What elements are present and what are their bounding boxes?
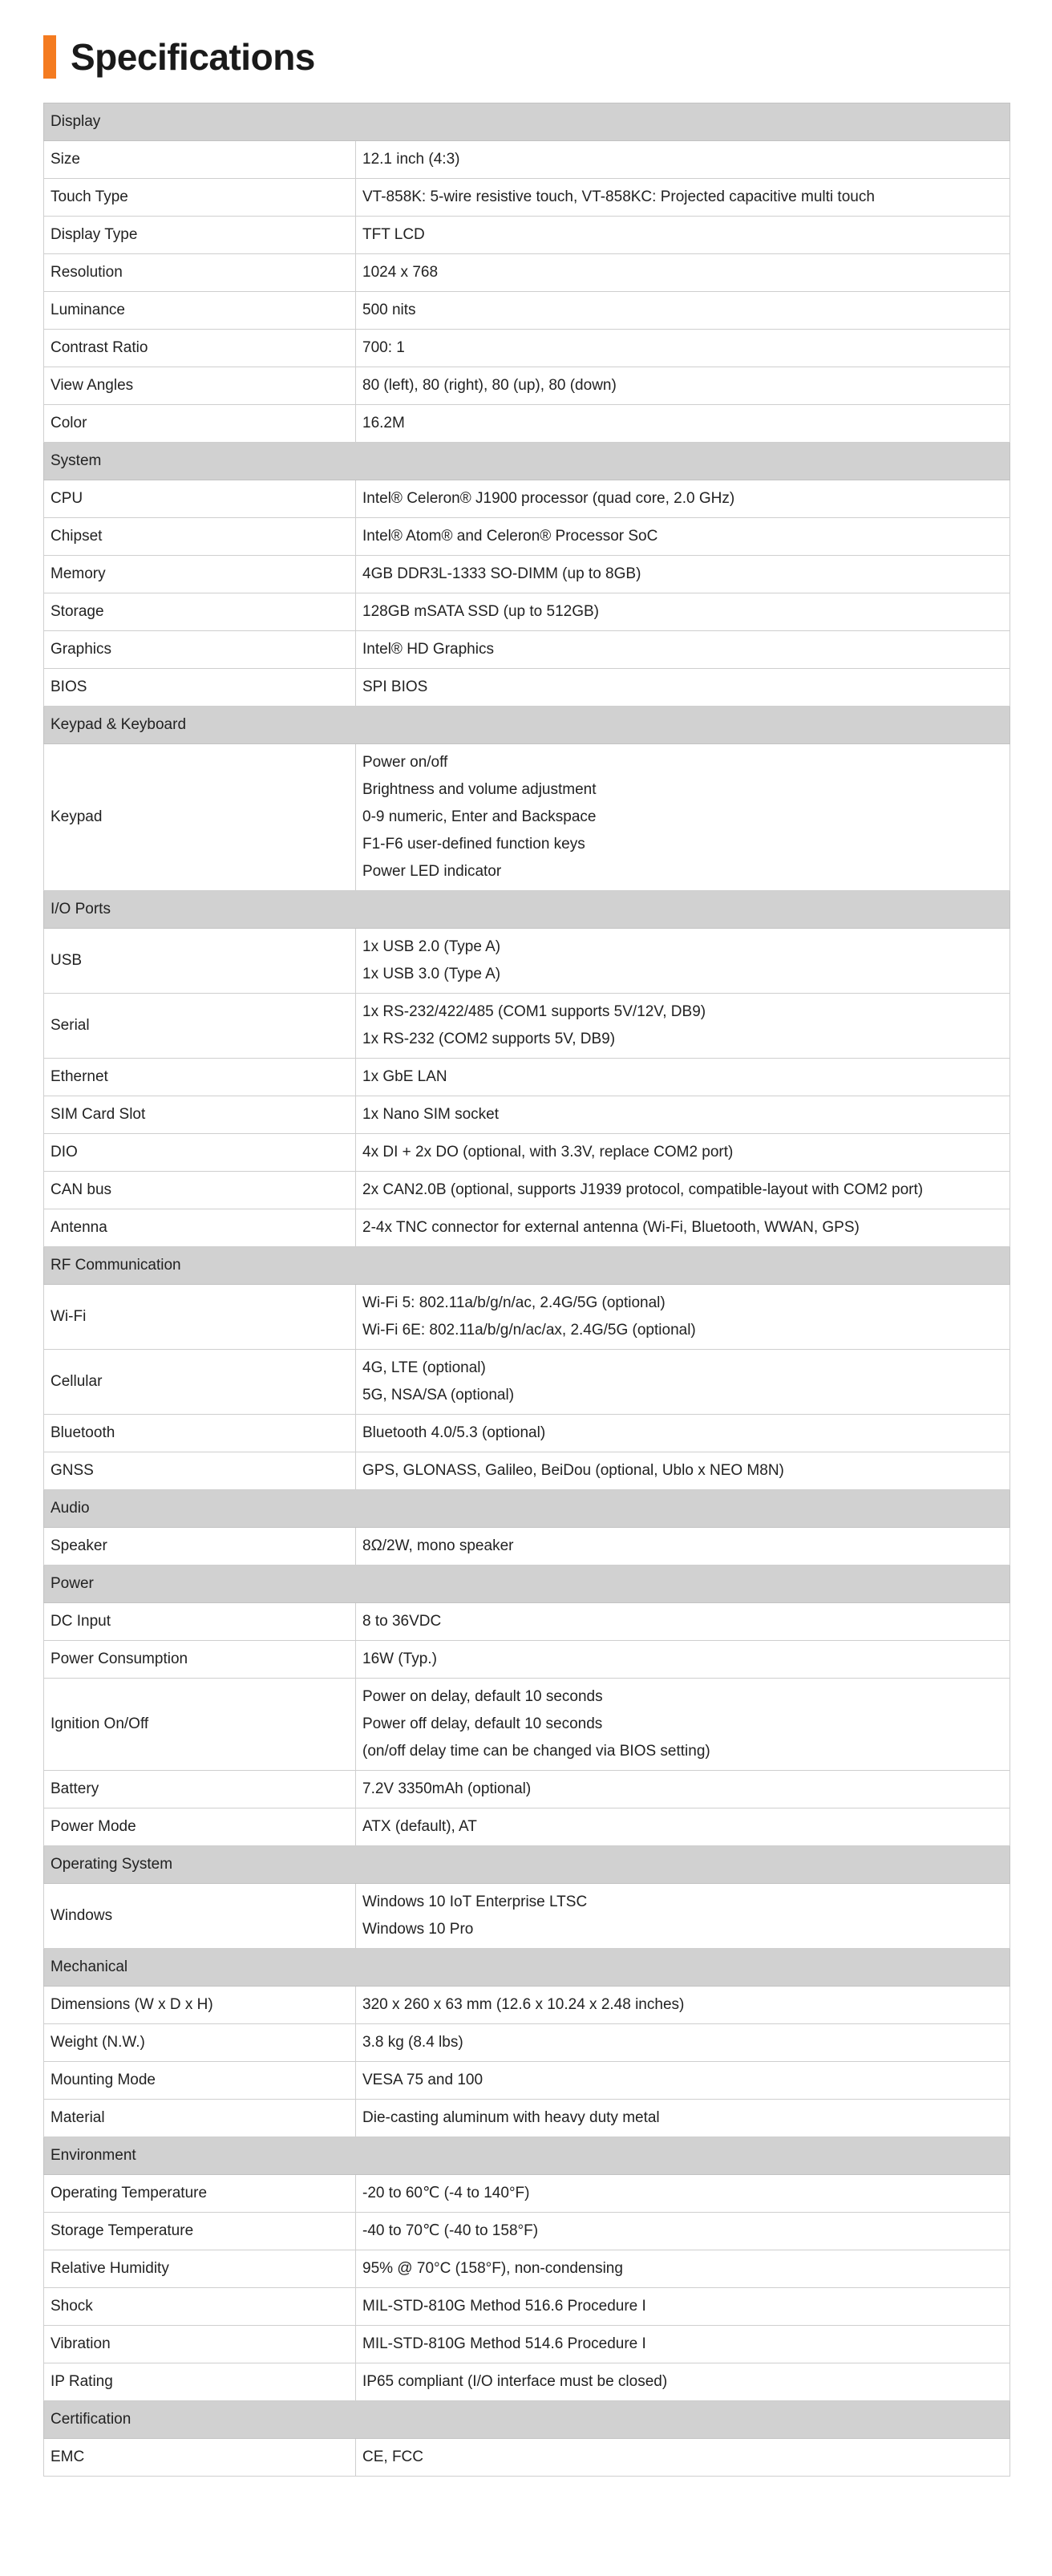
spec-row bbox=[44, 2024, 1010, 2062]
spec-row bbox=[44, 1987, 1010, 2024]
section-title: Environment bbox=[44, 2137, 1010, 2175]
spec-value-line: 1x USB 3.0 (Type A) bbox=[362, 966, 501, 982]
spec-value bbox=[356, 367, 1010, 405]
spec-label: Ethernet bbox=[44, 1059, 356, 1096]
spec-row bbox=[44, 1096, 1010, 1134]
spec-label: Power Consumption bbox=[44, 1641, 356, 1679]
spec-label: Vibration bbox=[44, 2326, 356, 2363]
accent-bar bbox=[43, 35, 56, 79]
section-title: System bbox=[44, 443, 1010, 480]
spec-value-line: CE, FCC bbox=[362, 2448, 423, 2465]
spec-value bbox=[356, 217, 1010, 254]
spec-row bbox=[44, 1172, 1010, 1209]
spec-value bbox=[356, 1452, 1010, 1490]
spec-value-line: Intel® HD Graphics bbox=[362, 641, 494, 658]
spec-value bbox=[356, 1415, 1010, 1452]
spec-value-line: 4G, LTE (optional) bbox=[362, 1359, 486, 1376]
spec-row bbox=[44, 2250, 1010, 2288]
spec-value-line: 500 nits bbox=[362, 302, 416, 318]
spec-value bbox=[356, 1209, 1010, 1247]
spec-label: Keypad bbox=[44, 744, 356, 891]
spec-row bbox=[44, 2175, 1010, 2213]
section-title: Mechanical bbox=[44, 1949, 1010, 1987]
spec-row bbox=[44, 556, 1010, 593]
spec-label: Mounting Mode bbox=[44, 2062, 356, 2100]
spec-value-line: Power off delay, default 10 seconds bbox=[362, 1715, 603, 1732]
spec-label: Cellular bbox=[44, 1350, 356, 1415]
spec-label: Dimensions (W x D x H) bbox=[44, 1987, 356, 2024]
page-heading bbox=[43, 35, 315, 79]
spec-value-line: -40 to 70℃ (-40 to 158°F) bbox=[362, 2222, 539, 2239]
section-header-i-o-ports bbox=[44, 891, 1010, 929]
section-title: Audio bbox=[44, 1490, 1010, 1528]
spec-value-line: MIL-STD-810G Method 516.6 Procedure I bbox=[362, 2298, 646, 2315]
section-title: Certification bbox=[44, 2401, 1010, 2439]
spec-row bbox=[44, 1452, 1010, 1490]
section-header-keypad-keyboard bbox=[44, 707, 1010, 744]
spec-value-line: Wi-Fi 5: 802.11a/b/g/n/ac, 2.4G/5G (optional) bbox=[362, 1294, 666, 1311]
spec-value-line: 4GB DDR3L-1333 SO-DIMM (up to 8GB) bbox=[362, 565, 641, 582]
spec-value bbox=[356, 556, 1010, 593]
section-title: Operating System bbox=[44, 1846, 1010, 1884]
spec-label: SIM Card Slot bbox=[44, 1096, 356, 1134]
spec-label: Speaker bbox=[44, 1528, 356, 1565]
section-title: Keypad & Keyboard bbox=[44, 707, 1010, 744]
spec-label: DIO bbox=[44, 1134, 356, 1172]
spec-row bbox=[44, 367, 1010, 405]
spec-value-line: Bluetooth 4.0/5.3 (optional) bbox=[362, 1424, 546, 1441]
spec-label: CAN bus bbox=[44, 1172, 356, 1209]
spec-value-line: Intel® Celeron® J1900 processor (quad core, 2.0 GHz) bbox=[362, 490, 735, 507]
section-title: I/O Ports bbox=[44, 891, 1010, 929]
spec-label: USB bbox=[44, 929, 356, 994]
spec-value bbox=[356, 1603, 1010, 1641]
spec-row bbox=[44, 480, 1010, 518]
spec-value-line: 1x GbE LAN bbox=[362, 1068, 447, 1085]
spec-value bbox=[356, 1679, 1010, 1771]
spec-row bbox=[44, 1679, 1010, 1771]
spec-row bbox=[44, 1285, 1010, 1350]
spec-value bbox=[356, 929, 1010, 994]
spec-label: CPU bbox=[44, 480, 356, 518]
spec-label: Material bbox=[44, 2100, 356, 2137]
spec-value bbox=[356, 1528, 1010, 1565]
spec-table bbox=[43, 103, 1010, 2477]
spec-value-line: 8Ω/2W, mono speaker bbox=[362, 1537, 514, 1554]
spec-value bbox=[356, 1172, 1010, 1209]
spec-value-line: Die-casting aluminum with heavy duty metal bbox=[362, 2109, 660, 2126]
spec-value bbox=[356, 2100, 1010, 2137]
spec-value bbox=[356, 2062, 1010, 2100]
spec-value-line: 16W (Typ.) bbox=[362, 1651, 437, 1667]
spec-label: Contrast Ratio bbox=[44, 330, 356, 367]
spec-row bbox=[44, 593, 1010, 631]
section-header-mechanical bbox=[44, 1949, 1010, 1987]
spec-value-line: (on/off delay time can be changed via BIOS setting) bbox=[362, 1743, 710, 1760]
section-header-operating-system bbox=[44, 1846, 1010, 1884]
spec-label: Wi-Fi bbox=[44, 1285, 356, 1350]
spec-row bbox=[44, 2213, 1010, 2250]
section-header-display bbox=[44, 103, 1010, 141]
spec-row bbox=[44, 1209, 1010, 1247]
section-header-system bbox=[44, 443, 1010, 480]
spec-value-line: 7.2V 3350mAh (optional) bbox=[362, 1780, 532, 1797]
spec-label: Shock bbox=[44, 2288, 356, 2326]
spec-value-line: 700: 1 bbox=[362, 339, 405, 356]
spec-value-line: Power LED indicator bbox=[362, 863, 502, 880]
spec-value-line: TFT LCD bbox=[362, 226, 425, 243]
spec-value bbox=[356, 2250, 1010, 2288]
spec-row bbox=[44, 1350, 1010, 1415]
spec-row bbox=[44, 2439, 1010, 2477]
section-header-power bbox=[44, 1565, 1010, 1603]
spec-label: Power Mode bbox=[44, 1808, 356, 1846]
section-header-rf-communication bbox=[44, 1247, 1010, 1285]
spec-value bbox=[356, 1134, 1010, 1172]
spec-row bbox=[44, 994, 1010, 1059]
spec-value-line: 0-9 numeric, Enter and Backspace bbox=[362, 808, 597, 825]
spec-value-line: 128GB mSATA SSD (up to 512GB) bbox=[362, 603, 599, 620]
spec-table-body bbox=[44, 103, 1010, 2477]
spec-value-line: ATX (default), AT bbox=[362, 1818, 477, 1835]
spec-value bbox=[356, 1285, 1010, 1350]
spec-row bbox=[44, 330, 1010, 367]
spec-label: Chipset bbox=[44, 518, 356, 556]
spec-row bbox=[44, 2062, 1010, 2100]
spec-value bbox=[356, 1771, 1010, 1808]
spec-label: Ignition On/Off bbox=[44, 1679, 356, 1771]
spec-label: Relative Humidity bbox=[44, 2250, 356, 2288]
spec-value-line: 12.1 inch (4:3) bbox=[362, 151, 460, 168]
spec-value bbox=[356, 292, 1010, 330]
spec-value-line: Brightness and volume adjustment bbox=[362, 781, 597, 798]
spec-label: GNSS bbox=[44, 1452, 356, 1490]
spec-row bbox=[44, 2288, 1010, 2326]
spec-value-line: 80 (left), 80 (right), 80 (up), 80 (down) bbox=[362, 377, 617, 394]
spec-label: Battery bbox=[44, 1771, 356, 1808]
section-header-environment bbox=[44, 2137, 1010, 2175]
spec-row bbox=[44, 1884, 1010, 1949]
spec-value bbox=[356, 179, 1010, 217]
spec-row bbox=[44, 669, 1010, 707]
spec-value-line: 95% @ 70°C (158°F), non-condensing bbox=[362, 2260, 623, 2277]
spec-value bbox=[356, 1641, 1010, 1679]
spec-row bbox=[44, 631, 1010, 669]
spec-row bbox=[44, 1528, 1010, 1565]
spec-value-line: Intel® Atom® and Celeron® Processor SoC bbox=[362, 528, 658, 545]
spec-value bbox=[356, 518, 1010, 556]
spec-value bbox=[356, 994, 1010, 1059]
spec-value bbox=[356, 2439, 1010, 2477]
spec-row bbox=[44, 1415, 1010, 1452]
spec-value-line: IP65 compliant (I/O interface must be closed) bbox=[362, 2373, 668, 2390]
spec-value bbox=[356, 141, 1010, 179]
spec-value-line: Power on delay, default 10 seconds bbox=[362, 1688, 603, 1705]
spec-value-line: 1x Nano SIM socket bbox=[362, 1106, 500, 1123]
spec-value-line: 2x CAN2.0B (optional, supports J1939 protocol, compatible-layout with COM2 port) bbox=[362, 1181, 924, 1198]
spec-value-line: F1-F6 user-defined function keys bbox=[362, 836, 585, 853]
spec-value bbox=[356, 2213, 1010, 2250]
spec-value-line: 320 x 260 x 63 mm (12.6 x 10.24 x 2.48 inches) bbox=[362, 1996, 685, 2013]
spec-value bbox=[356, 669, 1010, 707]
spec-row bbox=[44, 929, 1010, 994]
spec-label: Serial bbox=[44, 994, 356, 1059]
spec-value-line: 1024 x 768 bbox=[362, 264, 439, 281]
spec-label: IP Rating bbox=[44, 2363, 356, 2401]
section-title: Power bbox=[44, 1565, 1010, 1603]
spec-value-line: 8 to 36VDC bbox=[362, 1613, 442, 1630]
spec-value bbox=[356, 1987, 1010, 2024]
spec-label: Color bbox=[44, 405, 356, 443]
spec-value bbox=[356, 480, 1010, 518]
spec-value-line: MIL-STD-810G Method 514.6 Procedure I bbox=[362, 2335, 646, 2352]
spec-row bbox=[44, 1134, 1010, 1172]
spec-label: Operating Temperature bbox=[44, 2175, 356, 2213]
spec-value bbox=[356, 593, 1010, 631]
spec-row bbox=[44, 179, 1010, 217]
spec-value bbox=[356, 405, 1010, 443]
spec-label: Display Type bbox=[44, 217, 356, 254]
spec-label: Weight (N.W.) bbox=[44, 2024, 356, 2062]
spec-row bbox=[44, 2363, 1010, 2401]
spec-value-line: 1x RS-232 (COM2 supports 5V, DB9) bbox=[362, 1031, 616, 1047]
spec-label: Resolution bbox=[44, 254, 356, 292]
spec-row bbox=[44, 2100, 1010, 2137]
spec-value bbox=[356, 1884, 1010, 1949]
spec-value bbox=[356, 254, 1010, 292]
spec-label: DC Input bbox=[44, 1603, 356, 1641]
spec-value bbox=[356, 1059, 1010, 1096]
spec-value bbox=[356, 2024, 1010, 2062]
spec-row bbox=[44, 2326, 1010, 2363]
section-header-audio bbox=[44, 1490, 1010, 1528]
spec-label: Bluetooth bbox=[44, 1415, 356, 1452]
spec-value-line: Windows 10 Pro bbox=[362, 1921, 474, 1938]
spec-label: Luminance bbox=[44, 292, 356, 330]
spec-value-line: Windows 10 IoT Enterprise LTSC bbox=[362, 1894, 588, 1910]
spec-value-line: 3.8 kg (8.4 lbs) bbox=[362, 2034, 463, 2051]
spec-value bbox=[356, 330, 1010, 367]
spec-row bbox=[44, 1603, 1010, 1641]
spec-row bbox=[44, 405, 1010, 443]
spec-label: EMC bbox=[44, 2439, 356, 2477]
spec-label: Touch Type bbox=[44, 179, 356, 217]
spec-label: Size bbox=[44, 141, 356, 179]
spec-value-line: GPS, GLONASS, Galileo, BeiDou (optional, Ublo x NEO M8N) bbox=[362, 1462, 784, 1479]
spec-label: Graphics bbox=[44, 631, 356, 669]
spec-label: Windows bbox=[44, 1884, 356, 1949]
spec-label: View Angles bbox=[44, 367, 356, 405]
spec-row bbox=[44, 518, 1010, 556]
spec-row bbox=[44, 1641, 1010, 1679]
spec-value bbox=[356, 2363, 1010, 2401]
spec-row bbox=[44, 292, 1010, 330]
section-header-certification bbox=[44, 2401, 1010, 2439]
spec-value-line: 2-4x TNC connector for external antenna (Wi-Fi, Bluetooth, WWAN, GPS) bbox=[362, 1219, 860, 1236]
spec-value-line: 1x RS-232/422/485 (COM1 supports 5V/12V, DB9) bbox=[362, 1003, 706, 1020]
spec-row bbox=[44, 1771, 1010, 1808]
spec-value-line: 1x USB 2.0 (Type A) bbox=[362, 938, 501, 955]
spec-value-line: Wi-Fi 6E: 802.11a/b/g/n/ac/ax, 2.4G/5G (optional) bbox=[362, 1322, 696, 1339]
spec-row bbox=[44, 254, 1010, 292]
spec-value-line: SPI BIOS bbox=[362, 678, 428, 695]
spec-label: BIOS bbox=[44, 669, 356, 707]
section-title: RF Communication bbox=[44, 1247, 1010, 1285]
spec-row bbox=[44, 1808, 1010, 1846]
spec-value-line: 5G, NSA/SA (optional) bbox=[362, 1387, 515, 1403]
spec-row bbox=[44, 1059, 1010, 1096]
page-title: Specifications bbox=[71, 36, 315, 78]
spec-value-line: VESA 75 and 100 bbox=[362, 2072, 484, 2088]
spec-row bbox=[44, 217, 1010, 254]
spec-value bbox=[356, 2326, 1010, 2363]
spec-row bbox=[44, 744, 1010, 891]
spec-value bbox=[356, 1096, 1010, 1134]
spec-value bbox=[356, 1350, 1010, 1415]
spec-label: Storage bbox=[44, 593, 356, 631]
spec-value-line: Power on/off bbox=[362, 754, 448, 771]
spec-value bbox=[356, 1808, 1010, 1846]
spec-row bbox=[44, 141, 1010, 179]
spec-value-line: 4x DI + 2x DO (optional, with 3.3V, replace COM2 port) bbox=[362, 1144, 734, 1160]
spec-label: Memory bbox=[44, 556, 356, 593]
spec-value-line: -20 to 60℃ (-4 to 140°F) bbox=[362, 2185, 530, 2201]
spec-value bbox=[356, 2175, 1010, 2213]
spec-label: Antenna bbox=[44, 1209, 356, 1247]
spec-value bbox=[356, 744, 1010, 891]
spec-value-line: VT-858K: 5-wire resistive touch, VT-858KC: Projected capacitive multi touch bbox=[362, 188, 875, 205]
spec-value bbox=[356, 631, 1010, 669]
spec-value bbox=[356, 2288, 1010, 2326]
section-title: Display bbox=[44, 103, 1010, 141]
spec-label: Storage Temperature bbox=[44, 2213, 356, 2250]
spec-value-line: 16.2M bbox=[362, 415, 405, 431]
